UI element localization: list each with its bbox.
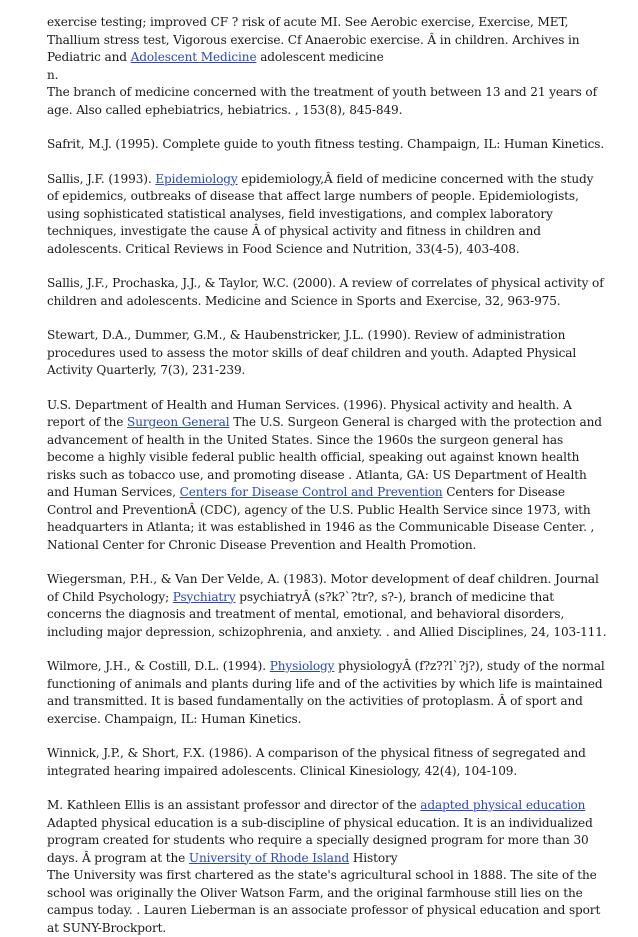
paragraph-text: Centers for Disease Control and PreventionÂ (CDC), agency of the U.S. Public Health Service since 1973, with headquarters in Atlanta; it was established in 1946 as the Communicable Disease Center. , National Center for Chronic Disease Prevention and Health Promotion.: [47, 485, 595, 552]
paragraph-text: exercise testing; improved CF ? risk of acute MI. See Aerobic exercise, Exercise, MET, Thallium stress test, Vigorous exercise. Cf Anaerobic exercise. Â in children. Archives in Pediatric and: [47, 15, 580, 64]
reference-paragraph: [47, 171, 607, 259]
paragraph-text: Sallis, J.F. (1993).: [47, 171, 156, 186]
paragraph-text: The branch of medicine concerned with the treatment of youth between 13 and 21 years of age. Also called ephebiatrics, hebiatrics. , 153(8), 845-849.: [47, 85, 597, 117]
inline-link[interactable]: Surgeon General: [127, 415, 230, 429]
reference-paragraph: [47, 327, 607, 380]
paragraph-text: M. Kathleen Ellis is an assistant professor and director of the: [47, 798, 421, 812]
paragraph-text: Wilmore, J.H., & Costill, D.L. (1994).: [47, 659, 270, 673]
reference-paragraph: [47, 136, 607, 154]
paragraph-text: physiologyÂ (f?z??l`?j?), study of the normal functioning of animals and plants during life and of the activities by which life is maintained and transmitted. It is based fundamentally on the activities of protoplasm. Â of sport and exercise. Champaign, IL: Human Kinetics.: [47, 659, 605, 726]
paragraph-text: Wiegersman, P.H., & Van Der Velde, A. (1983). Motor development of deaf children. Journal of Child Psychology;: [47, 572, 599, 604]
paragraph-text: Sallis, J.F., Prochaska, J.J., & Taylor, W.C. (2000). A review of correlates of physical activity of children and adolescents. Medicine and Science in Sports and Exercise, 32, 963-975.: [47, 276, 604, 308]
paragraph-text: Safrit, M.J. (1995). Complete guide to youth fitness testing. Champaign, IL: Human Kinetics.: [47, 137, 605, 151]
reference-paragraph: [47, 745, 607, 780]
paragraph-text: n.: [47, 67, 59, 82]
paragraph-text: Stewart, D.A., Dummer, G.M., & Haubenstricker, J.L. (1990). Review of administration procedures used to assess the motor skills of deaf children and youth. Adapted Physical Activity Quarterly, 7(3), 231-239.: [47, 328, 577, 377]
inline-link[interactable]: adapted physical education: [420, 798, 586, 812]
inline-link[interactable]: Centers for Disease Control and Prevention: [179, 485, 443, 499]
inline-link[interactable]: Psychiatry: [172, 589, 236, 604]
reference-paragraph: [47, 867, 607, 937]
paragraph-text: Winnick, J.P., & Short, F.X. (1986). A comparison of the physical fitness of segregated and integrated hearing impaired adolescents. Clinical Kinesiology, 42(4), 104-109.: [47, 746, 586, 778]
reference-paragraph: [47, 84, 607, 119]
paragraph-text: U.S. Department of Health and Human Services. (1996). Physical activity and health. A report of the: [47, 397, 572, 429]
document-page: [47, 14, 607, 937]
inline-link[interactable]: University of Rhode Island: [188, 850, 350, 865]
paragraph-text: History: [349, 850, 398, 865]
reference-paragraph: [47, 14, 607, 67]
inline-link[interactable]: Adolescent Medicine: [130, 50, 257, 64]
paragraph-text: epidemiology,Â field of medicine concerned with the study of epidemics, outbreaks of disease that affect large numbers of people. Epidemiologists, using sophisticated statistical analyses, field investigations, and complex laboratory techniques, investigate the cause Â of physical activity and fitness in children and adolescents. Critical Reviews in Food Science and Nutrition, 33(4-5), 403-408.: [47, 171, 594, 256]
reference-paragraph: [47, 67, 607, 85]
paragraph-text: psychiatryÂ (s?k?`?tr?, s?-), branch of medicine that concerns the diagnosis and treatment of mental, emotional, and behavioral disorders, including major depression, schizophrenia, and anxiety. . and Allied Disciplines, 24, 103-111.: [47, 589, 607, 639]
inline-link[interactable]: Physiology: [269, 659, 335, 673]
paragraph-text: The University was first chartered as the state's agricultural school in 1888. The site of the school was originally the Oliver Watson Farm, and the original farmhouse still lies on the campus today. . Lauren Lieberman is an associate professor of physical education and sport at SUNY-Brockport.: [47, 868, 601, 935]
inline-link[interactable]: Epidemiology: [155, 171, 238, 186]
reference-paragraph: [47, 797, 607, 867]
paragraph-text: The U.S. Surgeon General is charged with the protection and advancement of health in the United States. Since the 1960s the surgeon general has become a highly visible federal public health official, speaking out against known health risks such as tobacco use, and promoting disease . Atlanta, GA: US Department of Health and Human Services,: [47, 415, 602, 499]
paragraph-text: adolescent medicine: [256, 50, 384, 64]
reference-paragraph: [47, 571, 607, 641]
reference-paragraph: [47, 658, 607, 728]
reference-paragraph: [47, 275, 607, 310]
paragraph-text: Adapted physical education is a sub-discipline of physical education. It is an individualized program created for students who require a specially designed program for more than 30 days. Â program at the: [47, 815, 593, 865]
reference-paragraph: [47, 397, 607, 555]
